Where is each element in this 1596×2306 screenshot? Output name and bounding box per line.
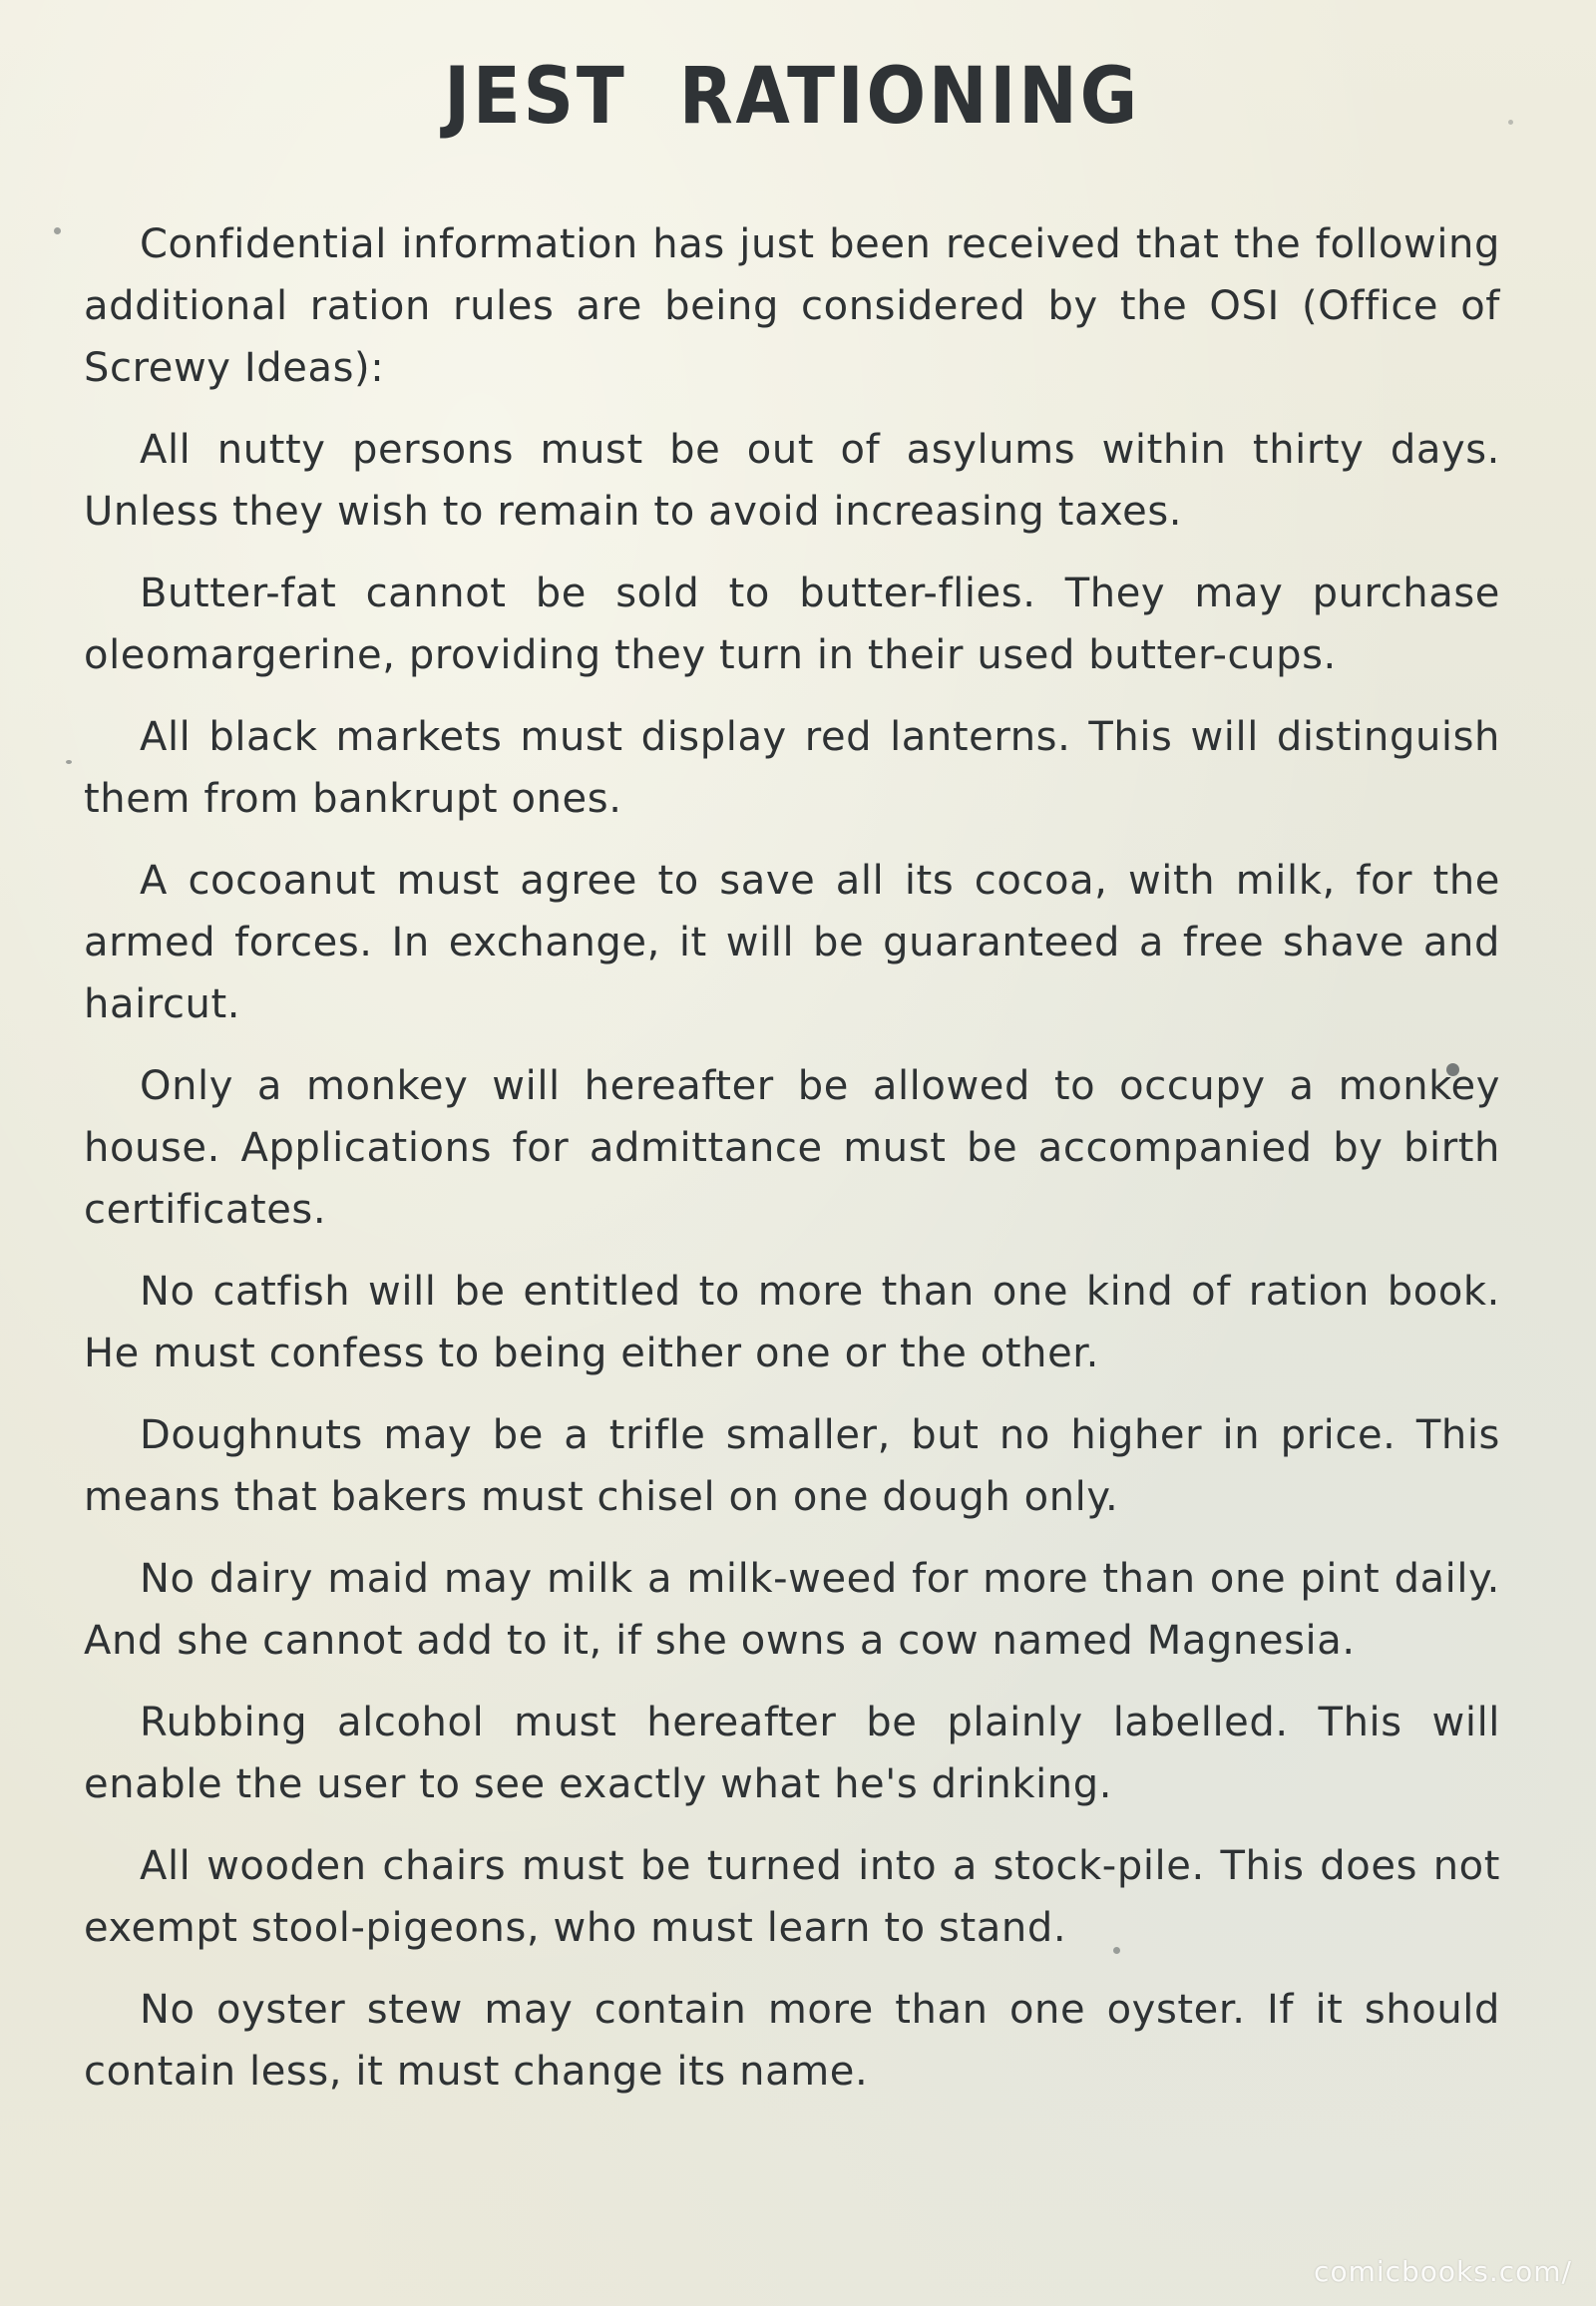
paper-speck [1508,120,1513,125]
intro-paragraph: Confidential information has just been received that the following additional ration rules are being considered by the OSI (Office of Screwy Ideas): [84,221,1500,391]
rule-paragraph: Rubbing alcohol must hereafter be plainly labelled. This will enable the user to see exactly what he's drinking. [84,1700,1500,1807]
paper-speck [54,227,61,234]
rule-paragraph: No oyster stew may contain more than one oyster. If it should contain less, it must change its name. [84,1987,1500,2095]
rule-paragraph: No dairy maid may milk a milk-weed for more than one pint daily. And she cannot add to it, if she owns a cow named Magnesia. [84,1556,1500,1664]
article-title: JEST RATIONING [444,52,1140,142]
site-watermark: comicbooks.com/ [1314,2255,1572,2288]
rule-paragraph: All wooden chairs must be turned into a stock-pile. This does not exempt stool-pigeons, who must learn to stand. [84,1843,1500,1951]
rule-paragraph: All nutty persons must be out of asylums within thirty days. Unless they wish to remain to avoid increasing taxes. [84,427,1500,535]
rule-paragraph: All black markets must display red lanterns. This will distinguish them from bankrupt ones. [84,714,1500,822]
rule-paragraph: Doughnuts may be a trifle smaller, but no higher in price. This means that bakers must chisel on one dough only. [84,1412,1500,1520]
rule-paragraph: Only a monkey will hereafter be allowed to occupy a monkey house. Applications for admittance must be accompanied by birth certificates. [84,1063,1500,1233]
article [84,52,1500,2122]
rule-paragraph: A cocoanut must agree to save all its cocoa, with milk, for the armed forces. In exchange, it will be guaranteed a free shave and haircut. [84,858,1500,1027]
rule-paragraph: Butter-fat cannot be sold to butter-flies. They may purchase oleomargerine, providing they turn in their used butter-cups. [84,571,1500,678]
paper-speck [66,760,72,764]
rule-paragraph: No catfish will be entitled to more than one kind of ration book. He must confess to being either one or the other. [84,1269,1500,1376]
